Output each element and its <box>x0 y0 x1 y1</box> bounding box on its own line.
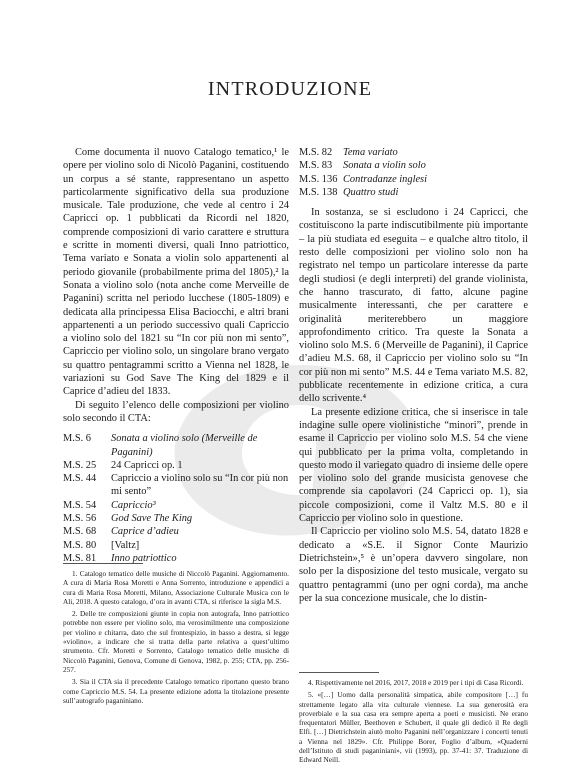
ms-title: Tema variato <box>343 147 398 158</box>
ms-title: Sonata a violino solo (Merveille de Paganini) <box>111 433 258 458</box>
left-column <box>63 146 289 565</box>
ms-number: M.S. 138 <box>299 186 338 198</box>
page-title: INTRODUZIONE <box>207 78 373 100</box>
footnotes-left <box>63 563 289 708</box>
ms-title: Capriccio³ <box>111 499 156 511</box>
analysis-paragraph-3: Il Capriccio per violino solo M.S. 54, datato 1828 e dedicato a «S.E. il Signor Conte Maurizio Dietrichstein»,⁵ è un’opera davvero singolare, non solo per la disposizione del testo musicale, vergato su quattro pentagrammi (uno per ogni corda), ma anche per la sua concezione musicale, che lo distin- <box>299 526 528 604</box>
footnote-2: 2. Delle tre composizioni giunte in copia non autografa, Inno patriottico potrebbe non essere per violino solo, ma verosimilmente una composizione per violino e chitarra, dato che sul frontespizio, in basso a destra, si legge «violino», a indicare che si tratta della parte relativa a quest’ultimo strumento. Cfr. Moretti e Sorrento, Catalogo tematico delle musiche di Niccolò Paganini, Genova, Comune di Genova, 1982, p. 255; CTA, pp. 256-257. <box>63 609 289 674</box>
ms-title: Quattro studi <box>343 186 399 198</box>
footnotes-right <box>299 672 528 768</box>
footnote-rule <box>63 563 143 564</box>
ms-number: M.S. 6 <box>63 433 92 445</box>
ms-row <box>299 146 427 159</box>
ms-row <box>63 539 289 552</box>
ms-title: [Valtz] <box>111 539 140 551</box>
footnote-1: 1. Catalogo tematico delle musiche di Niccolò Paganini. Aggiornamento. A cura di Maria Rosa Moretti e Anna Sorrento, introduzione e appendici a cura di Maria Rosa Moretti, Milano, Associazione Culturale Musica con le Ali, 2018. A questo catalogo, d’ora in avanti CTA, si riferisce la sigla M.S. <box>63 569 289 606</box>
intro-paragraph-1: Come documenta il nuovo Catalogo tematico,¹ le opere per violino solo di Nicolò Paganini, costituendo un corpus a sé stante, rappresentano un aspetto particolarmente significativo della sua produzione musicale. Tale produzione, che vede al centro i 24 Capricci op. 1 pubblicati da Ricordi nel 1820, comprende composizioni di vario carattere e struttura e scritte in momenti diversi, quali Inno patriottico, Tema variato e Sonata a violin solo appartenenti al periodo giovanile (probabilmente prima del 1805),² la Sonata a violino solo (nota anche come Merveille de Paganini) scritta nel periodo lucchese (1805-1809) e dedicata alla principessa Elisa Baciocchi, e altri brani appartenenti a un periodo successivo quali Capriccio a violino solo del 1821 su “In cor più non mi sento”, Capriccio per violino solo, un singolare brano vergato su quattro pentagrammi scritto a Vienna nel 1828, le variazioni su God Save The King del 1829 e il Caprice d’adieu del 1833. <box>63 147 289 398</box>
analysis-paragraph-2: La presente edizione critica, che si inserisce in tale indagine sulle opere violinistiche “minori”, prende in esame il Capriccio per violino solo M.S. 54 che viene qui pubblicato per la prima volta, completando in questo modo il variegato quadro di insieme delle opere per violino solo del grande musicista genovese che comprende sia capolavori (24 Capricci op. 1), sia piccole composizioni, come il Valtz M.S. 80 e il Capriccio per violino solo in questione. <box>299 406 528 525</box>
ms-row <box>63 472 289 499</box>
ms-row <box>299 186 427 199</box>
ms-row <box>63 459 289 472</box>
ms-number: M.S. 25 <box>63 459 97 471</box>
ms-title: Contradanze inglesi <box>343 173 427 185</box>
ms-list-left <box>63 432 289 565</box>
ms-row <box>63 499 289 512</box>
ms-number: M.S. 136 <box>299 173 338 185</box>
ms-row <box>299 159 427 172</box>
ms-row <box>63 525 289 538</box>
right-column <box>299 146 528 605</box>
ms-row <box>63 512 289 525</box>
ms-number: M.S. 80 <box>63 539 97 551</box>
ms-number: M.S. 54 <box>63 499 97 511</box>
ms-row <box>299 173 427 186</box>
footnote-3: 3. Sia il CTA sia il precedente Catalogo tematico riportano questo brano come Capriccio M.S. 54. La presente edizione adotta la titolazione presente sull’autografo paganiniano. <box>63 677 289 705</box>
ms-title: Caprice d’adieu <box>111 526 179 538</box>
footnote-5: 5. «[…] Uomo dalla personalità simpatica, abile compositore […] fu strettamente legato alla vita culturale viennese. La sua generosità era proverbiale e la sua casa era sempre aperta a poeti e musicisti. Ne erano frequentatori Müller, Beethoven e Schubert, il quale gli dedicò il Re degli Elfi. […] Dietrichstein aiutò molto Paganini nell’organizzare i concerti tenuti a Vienna nel 1829». Cfr. Philippe Borer, Foglio d’album, «Quaderni dell’Istituto di studi paganiniani», vii (1993), pp. 37-41: 37. Traduzione di Edward Neill. <box>299 690 528 765</box>
ms-number: M.S. 44 <box>63 473 97 485</box>
ms-number: M.S. 81 <box>63 552 97 564</box>
ms-title: Sonata a violin solo <box>343 160 426 172</box>
analysis-paragraph-1: In sostanza, se si escludono i 24 Capricci, che costituiscono la parte indiscutibilmente più importante – la più studiata ed eseguita – e qualche altro titolo, il resto delle composizioni per violino solo non ha registrato nel tempo un particolare interesse da parte degli studiosi (e degli interpreti) del grande violinista, che hanno trascurato, di fatto, alcune pagine musicalmente interessanti, che per carattere e originalità meriterebbero un maggiore approfondimento critico. Tra queste la Sonata a violino solo M.S. 6 (Merveille de Paganini), il Caprice d’adieu M.S. 68, il Capriccio per violino solo su “In cor più non mi sento” M.S. 44 e Tema variato M.S. 82, pubblicate recentemente in edizione critica, a cura dello scrivente.⁴ <box>299 207 528 405</box>
footnote-4: 4. Rispettivamente nel 2016, 2017, 2018 e 2019 per i tipi di Casa Ricordi. <box>308 678 524 687</box>
ms-number: M.S. 83 <box>299 160 333 172</box>
ms-number: M.S. 68 <box>63 526 97 538</box>
ms-title: God Save The King <box>111 513 193 525</box>
ms-title: Inno patriottico <box>111 552 177 564</box>
ms-row <box>63 432 289 459</box>
ms-title: Capriccio a violino solo su “In cor più non mi sento” <box>111 473 289 498</box>
ms-list-right <box>299 146 427 199</box>
intro-paragraph-2: Di seguito l’elenco delle composizioni per violino solo secondo il CTA: <box>63 399 289 424</box>
ms-title: 24 Capricci op. 1 <box>111 459 183 471</box>
ms-number: M.S. 56 <box>63 513 97 525</box>
ms-number: M.S. 82 <box>299 147 333 158</box>
footnote-rule <box>299 672 379 673</box>
